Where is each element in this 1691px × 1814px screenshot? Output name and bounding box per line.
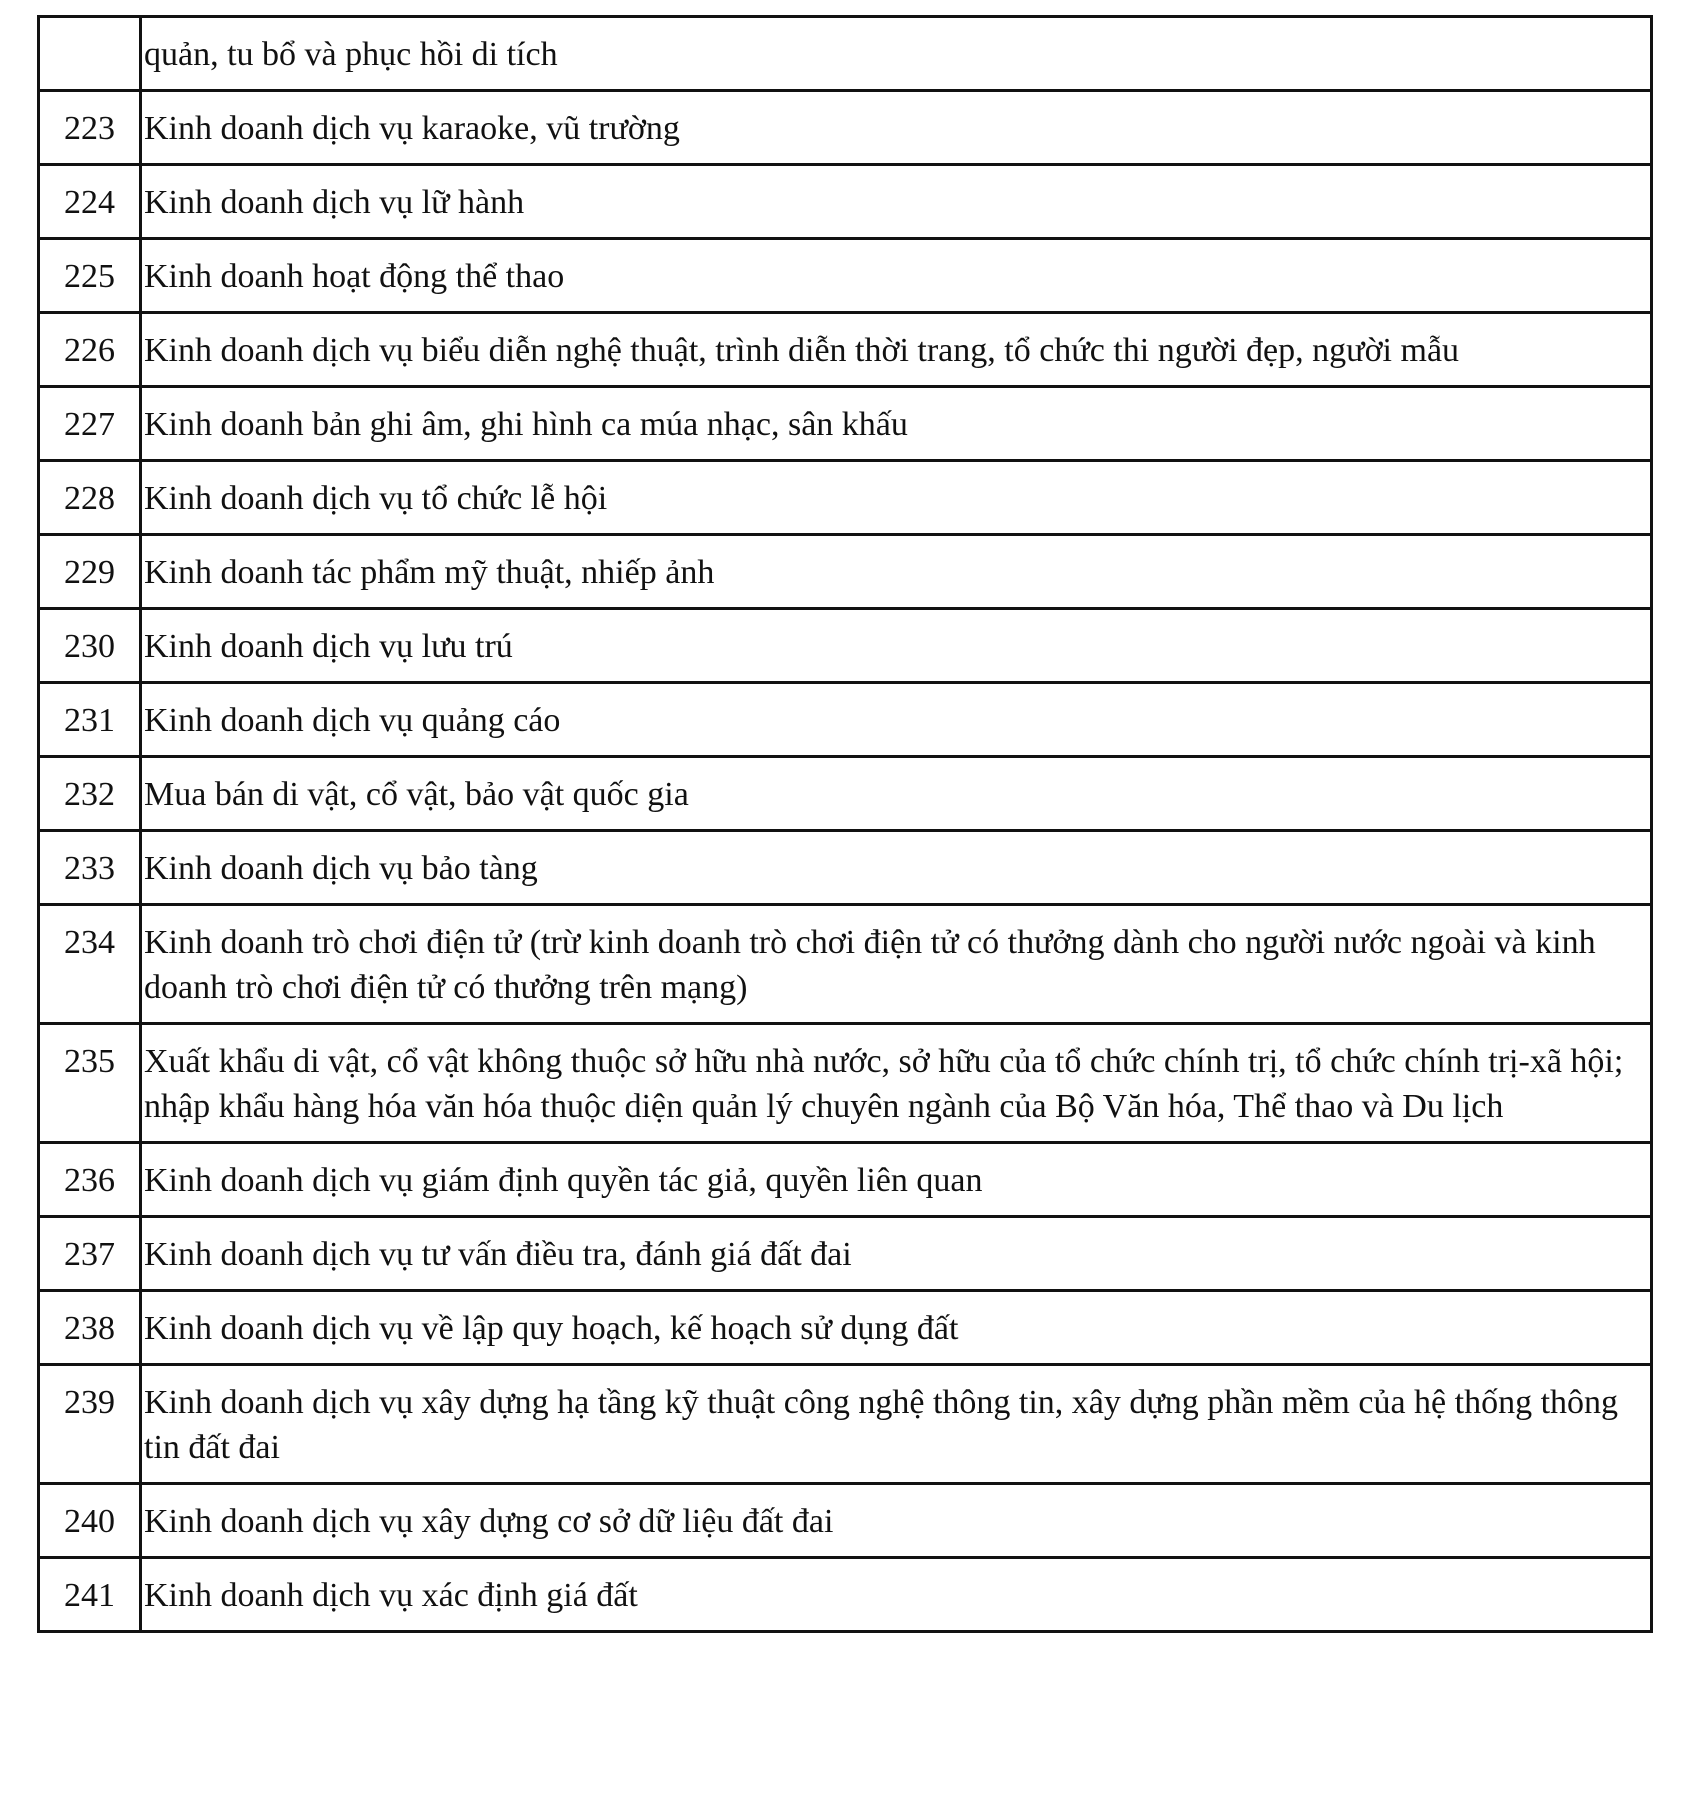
row-description: Kinh doanh dịch vụ biểu diễn nghệ thuật, trình diễn thời trang, tổ chức thi người đẹp, người mẫu	[141, 313, 1652, 387]
row-number: 228	[39, 461, 141, 535]
row-number: 241	[39, 1558, 141, 1632]
table-row	[39, 905, 1652, 1024]
row-description: Kinh doanh trò chơi điện tử (trừ kinh doanh trò chơi điện tử có thưởng dành cho người nước ngoài và kinh doanh trò chơi điện tử có thưởng trên mạng)	[141, 905, 1652, 1024]
table-row	[39, 165, 1652, 239]
row-description: Kinh doanh dịch vụ về lập quy hoạch, kế hoạch sử dụng đất	[141, 1291, 1652, 1365]
row-description: Kinh doanh dịch vụ quảng cáo	[141, 683, 1652, 757]
row-number: 231	[39, 683, 141, 757]
table-row	[39, 1558, 1652, 1632]
row-description: Kinh doanh dịch vụ xây dựng hạ tầng kỹ thuật công nghệ thông tin, xây dựng phần mềm của hệ thống thông tin đất đai	[141, 1365, 1652, 1484]
row-description: Kinh doanh dịch vụ tư vấn điều tra, đánh giá đất đai	[141, 1217, 1652, 1291]
row-description: Xuất khẩu di vật, cổ vật không thuộc sở hữu nhà nước, sở hữu của tổ chức chính trị, tổ chức chính trị-xã hội; nhập khẩu hàng hóa văn hóa thuộc diện quản lý chuyên ngành của Bộ Văn hóa, Thể thao và Du lịch	[141, 1024, 1652, 1143]
table-row	[39, 683, 1652, 757]
table-row	[39, 1143, 1652, 1217]
row-description: Kinh doanh dịch vụ xây dựng cơ sở dữ liệu đất đai	[141, 1484, 1652, 1558]
row-description: Kinh doanh dịch vụ giám định quyền tác giả, quyền liên quan	[141, 1143, 1652, 1217]
row-number: 234	[39, 905, 141, 1024]
row-description: Kinh doanh dịch vụ lưu trú	[141, 609, 1652, 683]
row-number: 225	[39, 239, 141, 313]
row-description: Mua bán di vật, cổ vật, bảo vật quốc gia	[141, 757, 1652, 831]
table-row	[39, 831, 1652, 905]
table-row	[39, 1291, 1652, 1365]
table-row	[39, 757, 1652, 831]
row-number	[39, 17, 141, 91]
row-number: 236	[39, 1143, 141, 1217]
row-description: Kinh doanh dịch vụ karaoke, vũ trường	[141, 91, 1652, 165]
row-number: 229	[39, 535, 141, 609]
row-number: 223	[39, 91, 141, 165]
table-row	[39, 609, 1652, 683]
table-row	[39, 17, 1652, 91]
row-description: quản, tu bổ và phục hồi di tích	[141, 17, 1652, 91]
row-number: 238	[39, 1291, 141, 1365]
row-description: Kinh doanh dịch vụ tổ chức lễ hội	[141, 461, 1652, 535]
row-number: 226	[39, 313, 141, 387]
row-number: 232	[39, 757, 141, 831]
row-number: 233	[39, 831, 141, 905]
row-number: 224	[39, 165, 141, 239]
table-row	[39, 1484, 1652, 1558]
table-row	[39, 461, 1652, 535]
table-row	[39, 1024, 1652, 1143]
row-description: Kinh doanh hoạt động thể thao	[141, 239, 1652, 313]
row-description: Kinh doanh dịch vụ bảo tàng	[141, 831, 1652, 905]
row-number: 230	[39, 609, 141, 683]
row-description: Kinh doanh tác phẩm mỹ thuật, nhiếp ảnh	[141, 535, 1652, 609]
row-number: 237	[39, 1217, 141, 1291]
table-row	[39, 313, 1652, 387]
table-row	[39, 535, 1652, 609]
row-number: 235	[39, 1024, 141, 1143]
table-body	[39, 17, 1652, 1632]
table-row	[39, 387, 1652, 461]
row-description: Kinh doanh bản ghi âm, ghi hình ca múa nhạc, sân khấu	[141, 387, 1652, 461]
table-row	[39, 91, 1652, 165]
table-row	[39, 239, 1652, 313]
row-number: 240	[39, 1484, 141, 1558]
table-row	[39, 1365, 1652, 1484]
business-lines-table	[37, 15, 1653, 1633]
row-description: Kinh doanh dịch vụ lữ hành	[141, 165, 1652, 239]
row-number: 227	[39, 387, 141, 461]
row-description: Kinh doanh dịch vụ xác định giá đất	[141, 1558, 1652, 1632]
row-number: 239	[39, 1365, 141, 1484]
table-row	[39, 1217, 1652, 1291]
